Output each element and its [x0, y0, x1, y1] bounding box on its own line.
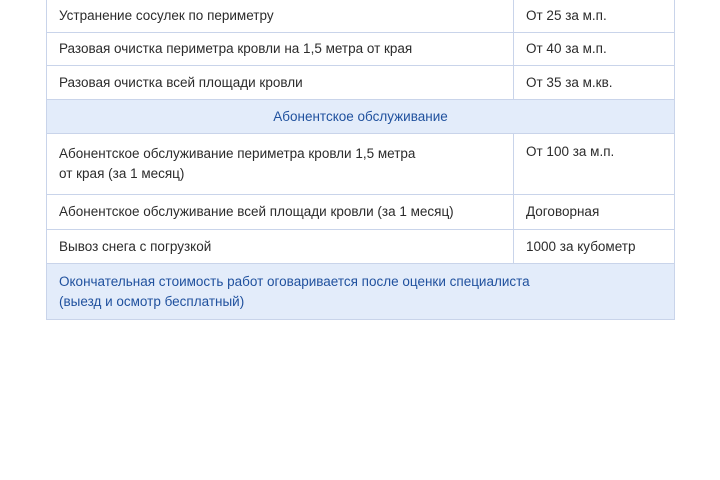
service-name: Абонентское обслуживание всей площади кровли (за 1 месяц) — [47, 195, 514, 230]
service-price: 1000 за кубометр — [514, 230, 675, 264]
price-table — [46, 0, 675, 320]
service-name — [47, 134, 514, 195]
section-header-row — [47, 100, 675, 134]
table-row — [47, 134, 675, 195]
footer-note-line: Окончательная стоимость работ оговаривается после оценки специалиста — [59, 273, 530, 289]
footer-note-row — [47, 264, 675, 320]
service-name: Устранение сосулек по периметру — [47, 0, 514, 33]
service-price: От 25 за м.п. — [514, 0, 675, 33]
service-name-line: от края (за 1 месяц) — [59, 166, 185, 181]
service-price: От 40 за м.п. — [514, 33, 675, 66]
service-price: От 35 за м.кв. — [514, 66, 675, 100]
footer-note — [47, 264, 675, 320]
service-price: Договорная — [514, 195, 675, 230]
footer-note-line: (выезд и осмотр бесплатный) — [59, 293, 245, 309]
service-price: От 100 за м.п. — [514, 134, 675, 195]
table-row — [47, 33, 675, 66]
service-name: Вывоз снега с погрузкой — [47, 230, 514, 264]
service-name: Разовая очистка всей площади кровли — [47, 66, 514, 100]
service-name-line: Абонентское обслуживание периметра кровли 1,5 метра — [59, 146, 416, 161]
price-table-wrapper — [46, 0, 674, 320]
service-name: Разовая очистка периметра кровли на 1,5 метра от края — [47, 33, 514, 66]
table-row — [47, 66, 675, 100]
table-row — [47, 230, 675, 264]
table-row — [47, 0, 675, 33]
section-title: Абонентское обслуживание — [47, 100, 675, 134]
table-row — [47, 195, 675, 230]
